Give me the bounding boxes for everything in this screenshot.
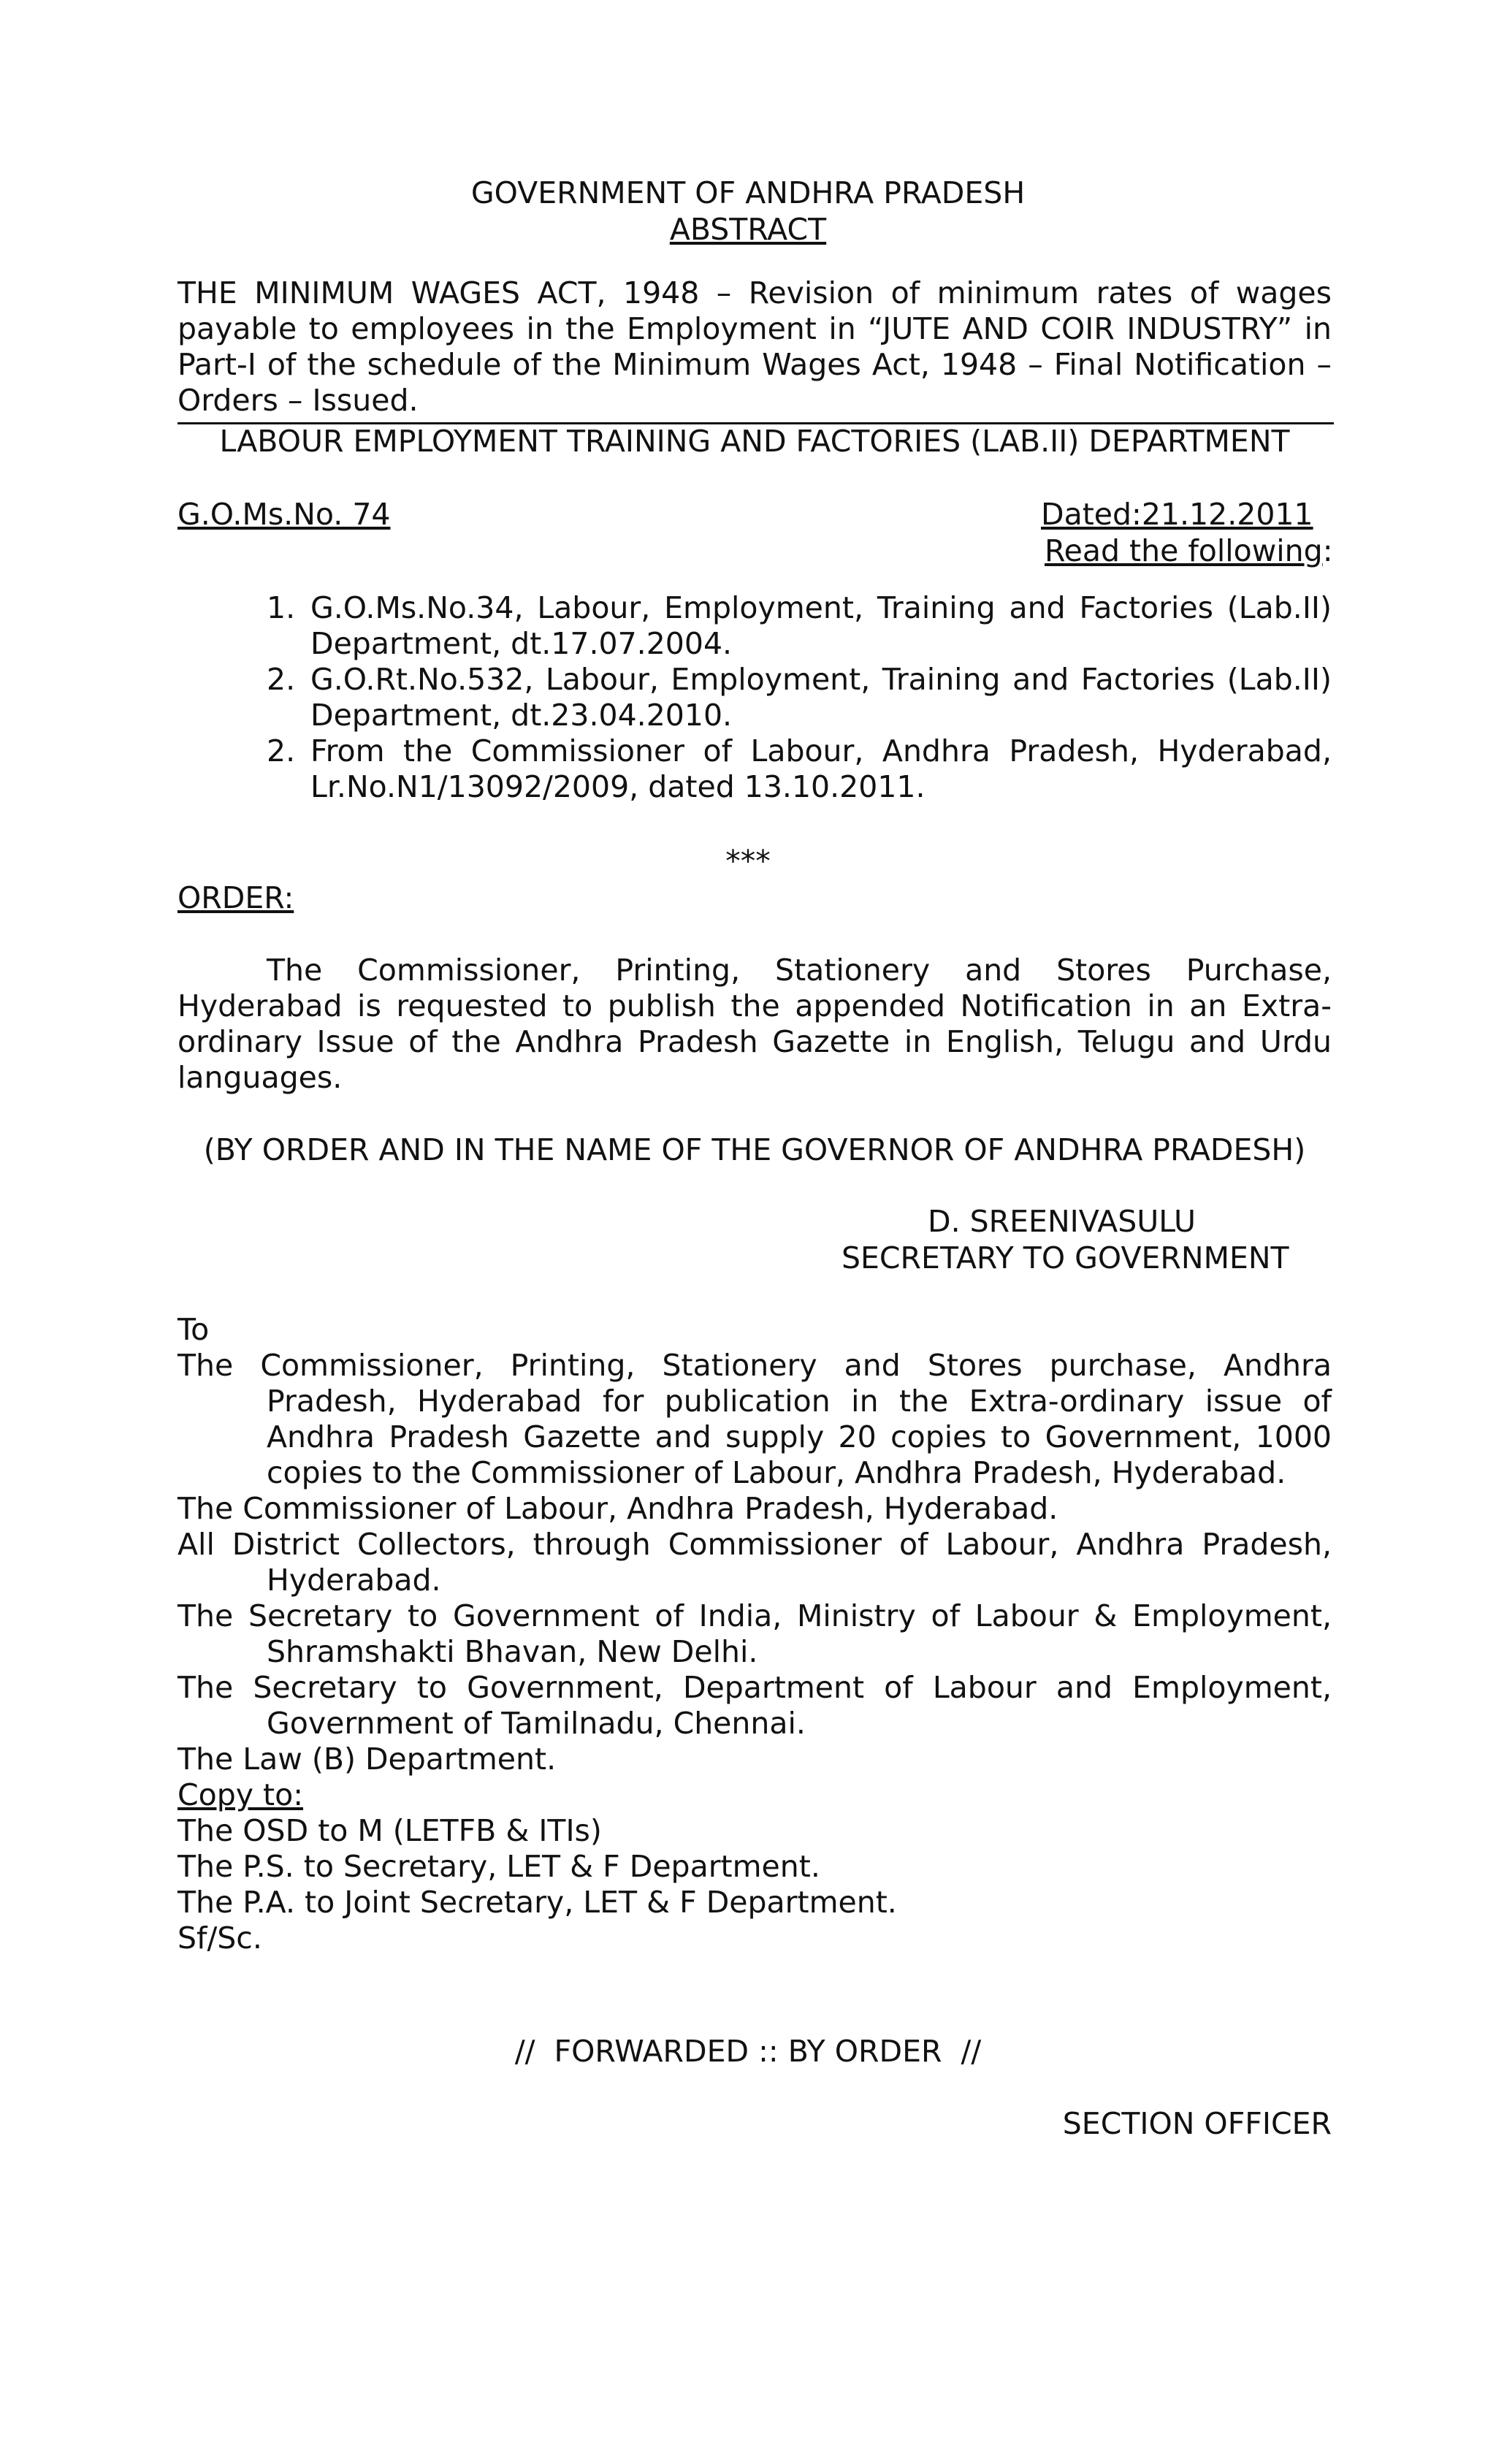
read-following	[1045, 533, 1333, 569]
go-number: G.O.Ms.No. 74	[178, 497, 391, 532]
copy-item: The P.A. to Joint Secretary, LET & F Department.	[178, 1885, 897, 1920]
distribution-list	[178, 1312, 1332, 1956]
reference-number: 2.	[267, 733, 296, 768]
government-heading: GOVERNMENT OF ANDHRA PRADESH	[470, 175, 1026, 210]
reference-text: From the Commissioner of Labour, Andhra Pradesh, Hyderabad, Lr.No.N1/13092/2009, dated 13.10.2011.	[310, 733, 1332, 804]
abstract-heading	[0, 212, 1496, 248]
section-officer: SECTION OFFICER	[1062, 2106, 1332, 2141]
reference-item	[267, 662, 1332, 733]
recipient-item: The Commissioner of Labour, Andhra Pradesh, Hyderabad.	[178, 1491, 1058, 1526]
department-name: LABOUR EMPLOYMENT TRAINING AND FACTORIES (LAB.II) DEPARTMENT	[219, 424, 1290, 459]
recipient-item: The Secretary to Government, Department of Labour and Employment, Government of Tamilnadu, Chennai.	[178, 1670, 1332, 1741]
read-following-label: Read the following	[1045, 533, 1323, 568]
copy-item: The P.S. to Secretary, LET & F Department.	[178, 1849, 820, 1884]
signatory-title: SECRETARY TO GOVERNMENT	[842, 1240, 1289, 1275]
section-separator: ***	[725, 844, 771, 879]
to-label: To	[178, 1312, 210, 1347]
subject-paragraph: THE MINIMUM WAGES ACT, 1948 – Revision of minimum rates of wages payable to employees in the Employment in “JUTE AND COIR INDUSTRY” in Part-I of the schedule of the Minimum Wages Act, 1948 – Final Notification – Orders – Issued.	[178, 275, 1332, 418]
copy-to-label: Copy to:	[178, 1777, 304, 1812]
copy-item: Sf/Sc.	[178, 1921, 262, 1956]
reference-number: 2.	[267, 662, 296, 697]
reference-list	[267, 590, 1332, 805]
recipient-item: The Secretary to Government of India, Ministry of Labour & Employment, Shramshakti Bhavan, New Delhi.	[178, 1598, 1332, 1669]
reference-item	[267, 590, 1332, 662]
reference-number: 1.	[267, 590, 296, 625]
order-paragraph: The Commissioner, Printing, Stationery and Stores Purchase, Hyderabad is requested to publish the appended Notification in an Extra-ordinary Issue of the Andhra Pradesh Gazette in English, Telugu and Urdu languages.	[178, 953, 1332, 1095]
recipient-item: The Law (B) Department.	[178, 1742, 557, 1777]
read-following-colon: :	[1322, 533, 1333, 568]
signatory-name: D. SREENIVASULU	[928, 1204, 1197, 1239]
reference-text: G.O.Rt.No.532, Labour, Employment, Training and Factories (Lab.II) Department, dt.23.04.2010.	[310, 662, 1332, 733]
order-heading: ORDER:	[178, 880, 294, 915]
recipient-item: All District Collectors, through Commissioner of Labour, Andhra Pradesh, Hyderabad.	[178, 1527, 1332, 1598]
abstract-label: ABSTRACT	[669, 212, 827, 247]
copy-item: The OSD to M (LETFB & ITIs)	[178, 1813, 602, 1848]
forwarded-by-order: // FORWARDED :: BY ORDER //	[514, 2034, 982, 2069]
reference-item	[267, 733, 1332, 805]
recipient-item: The Commissioner, Printing, Stationery and Stores purchase, Andhra Pradesh, Hyderabad for publication in the Extra-ordinary issue of Andhra Pradesh Gazette and supply 20 copies to Government, 1000 copies to the Commissioner of Labour, Andhra Pradesh, Hyderabad.	[178, 1348, 1332, 1490]
by-order-line: (BY ORDER AND IN THE NAME OF THE GOVERNOR OF ANDHRA PRADESH)	[203, 1132, 1306, 1167]
reference-text: G.O.Ms.No.34, Labour, Employment, Training and Factories (Lab.II) Department, dt.17.07.2004.	[310, 590, 1332, 661]
order-date: Dated:21.12.2011	[1041, 497, 1313, 532]
